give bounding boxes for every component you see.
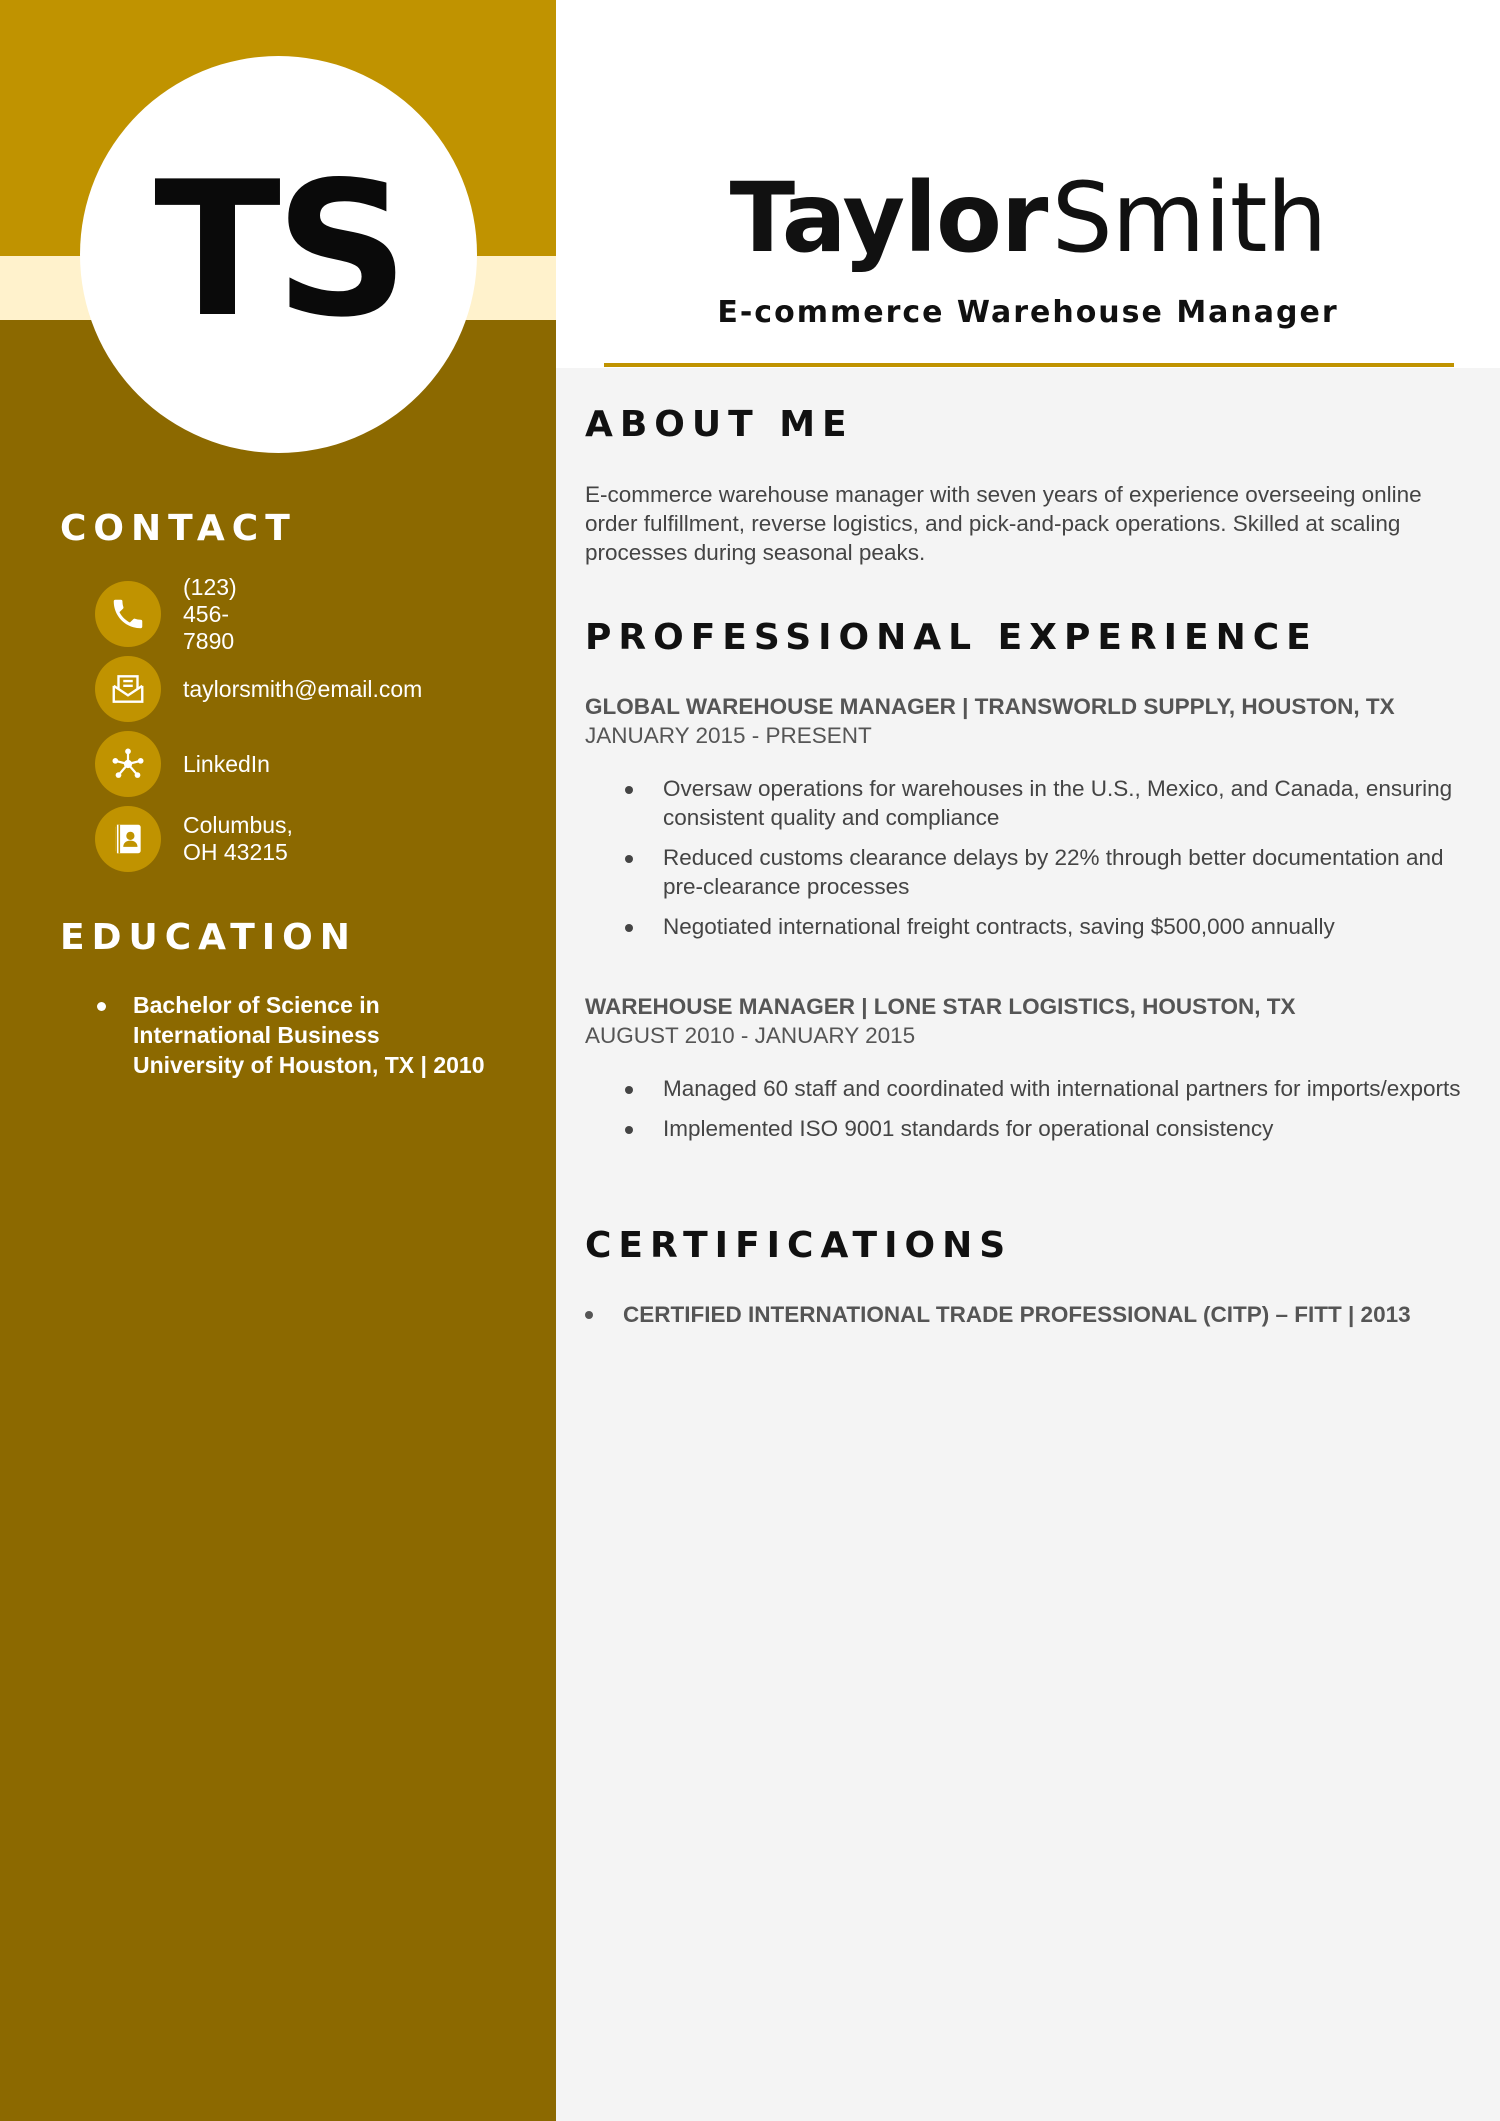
about-text: E-commerce warehouse manager with seven years of experience overseeing online order fulfillment, reverse logistics, and pick-and-pack operations. Skilled at scaling processes during seasonal peaks. — [585, 482, 1422, 565]
education-list — [95, 990, 515, 1080]
contact-item-phone — [95, 573, 237, 654]
job-bullet: Managed 60 staff and coordinated with international partners for imports/exports — [585, 1074, 1465, 1103]
contact-item-address — [95, 806, 293, 872]
monogram-initials: TS — [154, 140, 403, 358]
contact-address: Columbus, OH 43215 — [183, 812, 293, 865]
contact-item-linkedin — [95, 731, 270, 797]
contact-item-email — [95, 656, 423, 722]
job-bullet: Oversaw operations for warehouses in the U.S., Mexico, and Canada, ensuring consistent quality and compliance — [585, 774, 1465, 832]
contact-phone: (123) 456-7890 — [183, 573, 237, 654]
job-entry — [585, 692, 1465, 952]
contact-heading: CONTACT — [60, 508, 297, 549]
phone-icon — [95, 581, 161, 647]
education-degree-line-2: International Business — [133, 1022, 380, 1048]
title-divider — [604, 363, 1454, 367]
address-book-icon — [95, 806, 161, 872]
job-bullet: Reduced customs clearance delays by 22% through better documentation and pre-clearance processes — [585, 843, 1465, 901]
job-bullet-list — [585, 1074, 1465, 1143]
job-dates: JANUARY 2015 - PRESENT — [585, 723, 872, 748]
job-bullet: Implemented ISO 9001 standards for operational consistency — [585, 1114, 1465, 1143]
job-bullet: Negotiated international freight contracts, saving $500,000 annually — [585, 912, 1465, 941]
education-school: University of Houston, TX | 2010 — [133, 1052, 485, 1078]
contact-email: taylorsmith@email.com — [183, 675, 423, 702]
certifications-heading: CERTIFICATIONS — [585, 1225, 1013, 1266]
network-icon — [95, 731, 161, 797]
sidebar — [0, 320, 556, 2121]
education-item — [95, 990, 515, 1080]
monogram-badge — [80, 56, 477, 453]
about-heading: ABOUT ME — [585, 404, 854, 445]
job-title-company: WAREHOUSE MANAGER | LONE STAR LOGISTICS, HOUSTON, TX — [585, 994, 1296, 1019]
job-title-company: GLOBAL WAREHOUSE MANAGER | TRANSWORLD SUPPLY, HOUSTON, TX — [585, 694, 1395, 719]
experience-heading: PROFESSIONAL EXPERIENCE — [585, 617, 1318, 658]
last-name: Smith — [1051, 162, 1327, 274]
certification-item: CERTIFIED INTERNATIONAL TRADE PROFESSIONAL (CITP) – FITT | 2013 — [585, 1300, 1415, 1329]
education-degree-line-1: Bachelor of Science in — [133, 992, 380, 1018]
candidate-name — [556, 162, 1500, 274]
job-bullet-list — [585, 774, 1465, 941]
education-heading: EDUCATION — [60, 917, 357, 958]
certifications-list — [585, 1300, 1415, 1329]
job-title: E-commerce Warehouse Manager — [717, 295, 1339, 330]
contact-list — [95, 573, 423, 881]
first-name: Taylor — [729, 162, 1048, 274]
contact-linkedin: LinkedIn — [183, 750, 270, 777]
email-icon — [95, 656, 161, 722]
job-dates: AUGUST 2010 - JANUARY 2015 — [585, 1023, 916, 1048]
job-entry — [585, 992, 1465, 1154]
